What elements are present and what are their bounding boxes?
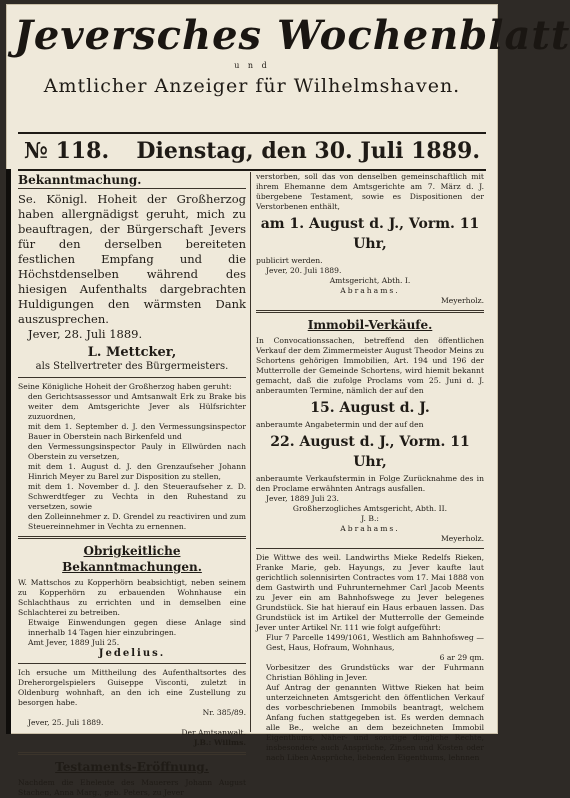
masthead-title: Jeversches Wochenblatt [14, 12, 570, 59]
testament-cont-highlight: am 1. August d. J., Vorm. 11 Uhr, [260, 216, 480, 252]
ernennung-intro: Seine Königliche Hoheit der Großherzog haben geruht: [18, 382, 232, 391]
immobil-court: Großherzogliches Amtsgericht, Abth. II. [292, 504, 448, 513]
ernennung-item: mit dem 1. September d. J. den Vermessungsinspector Bauer in Oberstein nach Birkenfeld und [28, 422, 246, 441]
bekanntmachung-body: Se. Königl. Hoheit der Großherzog haben allergnädigst geruht, mich zu beauftragen, der Bürgerschaft Jevers für den derselben bereiteten festlichen Empfang und die Höchstdenselben während des hiesigen Aufenthalts dargebrachten Huldigungen den wärmsten Dank auszusprechen. [18, 192, 246, 326]
ernennung-item: den Vermessungsinspector Pauly in Ellwürden nach Oberstein zu versetzen, [28, 442, 246, 461]
testament-cont-date: Jever, 20. Juli 1889. [266, 266, 342, 275]
bekanntmachung-signer-title: als Stellvertreter des Bürgermeisters. [35, 361, 229, 372]
aufenthalt-signer: J.B.: Willms. [193, 738, 246, 747]
testament-heading: Testaments-Eröffnung. [55, 760, 209, 774]
obrigkeitliche-body2: Etwaige Einwendungen gegen diese Anlage sind innerhalb 14 Tagen hier einzubringen. [28, 618, 246, 637]
aufenthalt-date: Jever, 25. Juli 1889. [28, 718, 104, 727]
witwe-body2: Vorbesitzer des Grundstücks war der Fuhrmann Christian Böhling in Jever. [266, 663, 484, 682]
issue-line [18, 134, 486, 168]
witwe-area: 6 ar 29 qm. [439, 653, 484, 662]
testament-cont-body: verstorben, soll das von denselben gemeinschaftlich mit ihrem Ehemanne dem Amtsgerichte am 7. März d. J. übergebene Testament, sowie es Dispositionen der Verstorbenen enthält, [256, 172, 484, 211]
testament-cont-signer: Abrahams. [340, 286, 400, 295]
binding-edge [6, 169, 11, 734]
masthead-und: u n d [234, 61, 270, 70]
immobil-body: In Convocationssachen, betreffend den öffentlichen Verkauf der dem Zimmermeister August Theodor Meins zu Schortens gehörigen Immobilien, Art. 194 und 196 der Mutterrolle der Gemeinde Schortens, wird hiemit bekannt gemacht, daß die zufolge Proclams vom 25. Juni d. J. anberaumten Termine, nämlich der auf den [256, 336, 484, 395]
separator [18, 752, 246, 755]
immobil-signer: Abrahams. [340, 524, 400, 533]
aufenthalt-office: Der Amtsanwalt. [181, 728, 246, 737]
right-column [256, 172, 484, 763]
separator [18, 663, 246, 664]
aufenthalt-nr: Nr. 385/89. [202, 708, 246, 717]
ernennung-item: den Gerichtsassessor und Amtsanwalt Erk zu Brake bis weiter dem Amtsgerichte Jever als Hülfsrichter zuzuordnen, [28, 392, 246, 421]
immobil-printer: Meyerholz. [441, 534, 484, 543]
ernennung-item: mit dem 1. November d. J. den Steueraufseher z. D. Schwerdtfeger zu Vechta in den Ruhestand zu versetzen, sowie [28, 482, 246, 511]
testament-cont-court: Amtsgericht, Abth. I. [329, 276, 411, 285]
masthead-subtitle: Amtlicher Anzeiger für Wilhelmshaven. [43, 75, 461, 97]
separator [256, 310, 484, 313]
obrigkeitliche-heading: Obrigkeitliche Bekanntmachungen. [62, 544, 202, 574]
aufenthalt-body: Ich ersuche um Mittheilung des Aufenthaltsortes des Dreherorgelspielers Guiseppe Visconti, zuletzt in Oldenburg wohnhaft, an den ich eine Zustellung zu besorgen habe. [18, 668, 246, 707]
testament-cont-printer: Meyerholz. [441, 296, 484, 305]
issue-date: Dienstag, den 30. Juli 1889. [136, 138, 480, 164]
immobil-after: anberaumte Verkaufstermin in Folge Zurücknahme des in den Proclame erwähnten Antrags ausfallen. [256, 474, 484, 493]
separator [18, 536, 246, 539]
newspaper-page [6, 4, 570, 797]
witwe-flur: Flur 7 Parcelle 1499/1061, Westlich am Bahnhofsweg — Gest, Haus, Hofraum, Wohnhaus, [266, 633, 484, 652]
immobil-date2: 22. August d. J., Vorm. 11 Uhr, [270, 434, 470, 470]
immobil-heading: Immobil-Verkäufe. [307, 318, 433, 332]
masthead-bottom-rule [18, 169, 486, 171]
ernennung-item: mit dem 1. August d. J. den Grenzaufseher Johann Hinrich Meyer zu Barel zur Disposition zu stellen, [28, 462, 246, 481]
immobil-jb: J. B.: [361, 514, 379, 523]
left-column [18, 172, 246, 798]
bekanntmachung-heading: Bekanntmachung. [18, 172, 246, 189]
ernennung-item: den Zolleinnehmer z. D. Grendel zu reactiviren und zum Steuereinnehmer in Vechta zu ernennen. [28, 512, 246, 531]
immobil-place-date: Jever, 1889 Juli 23. [266, 494, 339, 503]
bekanntmachung-date: Jever, 28. Juli 1889. [28, 327, 143, 341]
testament-cont-after: publicirt werden. [256, 256, 323, 265]
obrigkeitliche-signer: Jedelius. [98, 648, 166, 659]
issue-number: № 118. [24, 138, 110, 164]
immobil-date1: 15. August d. J. [310, 400, 430, 416]
bekanntmachung-signer: L. Mettcker, [87, 345, 177, 360]
immobil-mid: anberaumte Angabetermin und der auf den [256, 420, 424, 429]
witwe-body3: Auf Antrag der genannten Wittwe Rieken hat beim unterzeichneten Amtsgericht den öffentlichen Verkauf des vorbeschriebenen Immobils beantragt, welchem Anfang fuchen stattgegeben ist. Es werden demnach alle Be., welche an dem bezeichneten Immobil Eigenthums, Näher- und sonstige dingliche Rechte, insbesondere auch Ansprüche, Zinsen und Kosten oder nach Liben Ansprüche, liebenden Eigenthums, lehnnen [266, 683, 484, 762]
separator [256, 548, 484, 549]
obrigkeitliche-date: Amt Jever, 1889 Juli 25. [28, 638, 120, 647]
witwe-body: Die Wittwe des weil. Landwirths Mieke Redelfs Rieken, Franke Marie, geb. Hayungs, zu Jever kaufte laut gerichtlich solennisirten Contractes vom 17. Mai 1888 von dem Gastwirth und Fuhrunternehmer Carl Jacob Meents zu Jever ein am Bahnhofswege zu Jever belegenes Grundstück. Sie hat hierauf ein Haus erbauen lassen. Das Grundstück ist im Artikel der Mutterrolle der Gemeinde Jever unter Artikel Nr. 111 wie folgt aufgeführt: [256, 553, 484, 632]
obrigkeitliche-body: W. Mattschos zu Kopperhörn beabsichtigt, neben seinem zu Kopperhörn zu erbauenden Wohnhause ein Schlachthaus zu errichten und in demselben eine Schlachterei zu betreiben. [18, 578, 246, 617]
column-divider [250, 172, 251, 732]
separator [18, 377, 246, 378]
testament-body: Nachdem die Eheleute des Mauerers Johann August Stachen, Anna Marg., geb. Peters, zu Jever [18, 778, 246, 797]
